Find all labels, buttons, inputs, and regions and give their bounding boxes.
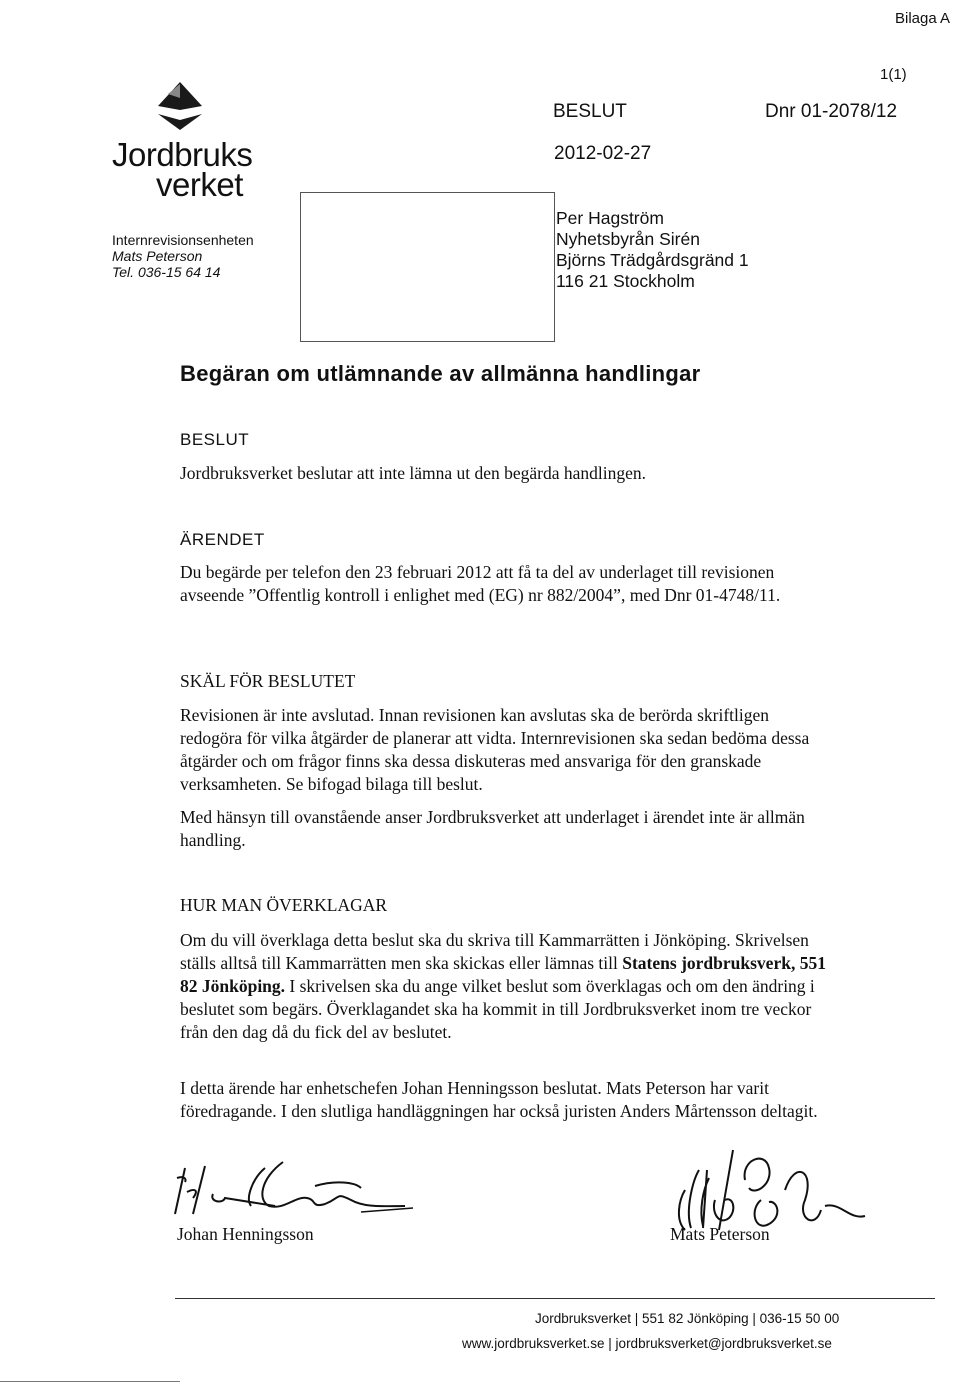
sender-block <box>112 232 254 280</box>
sender-name: Mats Peterson <box>112 248 203 264</box>
section-heading-beslut: BESLUT <box>180 430 250 449</box>
signatory-name-2: Mats Peterson <box>670 1224 770 1244</box>
section-text-beslut: Jordbruksverket beslutar att inte lämna ut den begärda handlingen. <box>180 463 647 483</box>
recipient-company: Nyhetsbyrån Sirén <box>556 229 700 249</box>
logo-icon <box>150 80 210 132</box>
section-text-skal-1: Revisionen är inte avslutad. Innan revisionen kan avslutas ska de berörda skriftligen redogöra för vilka åtgärder de planerar att vidta. Internrevisionen ska sedan bedöma dessa åtgärder och om frågor finns ska dessa diskuteras med ansvariga för den granskade verksamheten. Se bifogad bilaga till beslut. <box>180 705 810 794</box>
appeal-text-a: Om du vill överklaga detta beslut ska du skriva till Kammarrätten i Jönköping. Skrivelsen ställs alltså till Kammarrätten men ska skickas eller lämnas till <box>180 930 809 973</box>
page-number: 1(1) <box>880 66 907 83</box>
logo-wordmark <box>112 136 253 203</box>
footer-divider <box>175 1298 935 1299</box>
page-edge-line <box>0 1381 180 1382</box>
address-window <box>300 192 555 342</box>
appeal-address: Statens jordbruksverk, 551 82 Jönköping. <box>180 953 826 996</box>
sender-unit: Internrevisionsenheten <box>112 232 254 248</box>
section-text-skal-2: Med hänsyn till ovanstående anser Jordbruksverket att underlaget i ärendet inte är allmän handling. <box>180 807 805 850</box>
section-text-overklaga-2: I detta ärende har enhetschefen Johan Henningsson beslutat. Mats Peterson har varit föredragande. I den slutliga handläggningen har också juristen Anders Mårtensson deltagit. <box>180 1078 818 1121</box>
recipient-street: Björns Trädgårdsgränd 1 <box>556 250 749 270</box>
attachment-label: Bilaga A <box>895 10 951 27</box>
section-text-overklaga-1 <box>180 929 830 1044</box>
signature-johan <box>165 1148 455 1228</box>
footer-contact: www.jordbruksverket.se | jordbruksverket@jordbruksverket.se <box>462 1336 832 1351</box>
section-heading-overklaga: HUR MAN ÖVERKLAGAR <box>180 895 388 915</box>
document-date: 2012-02-27 <box>554 143 652 164</box>
logo-line-1: Jordbruks <box>112 136 253 173</box>
recipient-name: Per Hagström <box>556 208 664 228</box>
diary-number: Dnr 01-2078/12 <box>765 101 898 122</box>
section-heading-arendet: ÄRENDET <box>180 530 265 549</box>
signatory-name-1: Johan Henningsson <box>177 1224 314 1244</box>
footer-address: Jordbruksverket | 551 82 Jönköping | 036-15 50 00 <box>535 1311 840 1326</box>
subject-heading: Begäran om utlämnande av allmänna handlingar <box>180 361 701 386</box>
recipient-address <box>556 208 749 292</box>
section-text-arendet: Du begärde per telefon den 23 februari 2012 att få ta del av underlaget till revisionen avseende ”Offentlig kontroll i enlighet med (EG) nr 882/2004”, med Dnr 01-4748/11. <box>180 562 781 605</box>
document-type: BESLUT <box>553 101 627 122</box>
appeal-text-b: I skrivelsen ska du ange vilket beslut som överklagas och om den ändring i beslutet som begärs. Överklagandet ska ha kommit in till Jordbruksverket inom tre veckor från den dag då du fick del av beslutet. <box>180 976 815 1042</box>
recipient-postal: 116 21 Stockholm <box>556 271 695 291</box>
section-heading-skal: SKÄL FÖR BESLUTET <box>180 671 356 691</box>
sender-phone: Tel. 036-15 64 14 <box>112 264 221 280</box>
logo-line-2: verket <box>156 166 243 203</box>
